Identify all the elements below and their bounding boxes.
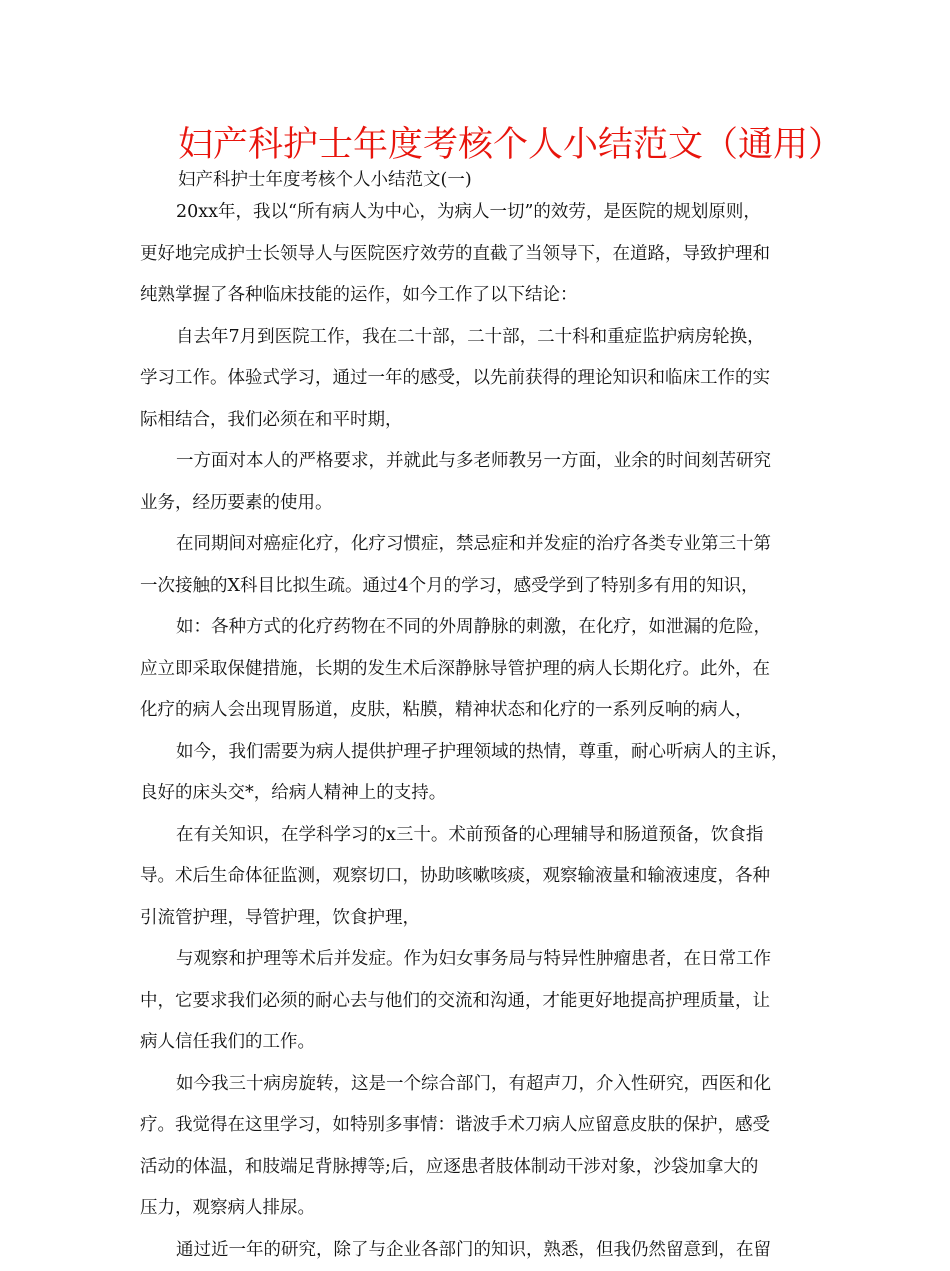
body-line: 20xx年，我以“所有病人为中心，为病人一切”的效劳，是医院的规划原则， (140, 192, 820, 234)
document-title: 妇产科护士年度考核个人小结范文（通用） (178, 122, 878, 168)
body-line: 化疗的病人会出现胃肠道，皮肤，粘膜，精神状态和化疗的一系列反响的病人， (140, 690, 820, 732)
body-line: 如：各种方式的化疗药物在不同的外周静脉的刺激，在化疗，如泄漏的危险， (140, 607, 820, 649)
document-subtitle: 妇产科护士年度考核个人小结范文(一) (178, 168, 472, 192)
body-line: 学习工作。体验式学习，通过一年的感受，以先前获得的理论知识和临床工作的实 (140, 358, 820, 400)
body-line: 压力，观察病人排尿。 (140, 1188, 820, 1230)
body-line: 通过近一年的研究，除了与企业各部门的知识，熟悉，但我仍然留意到，在留 (140, 1230, 820, 1271)
body-line: 活动的体温，和肢端足背脉搏等;后，应逐患者肢体制动干涉对象，沙袋加拿大的 (140, 1147, 820, 1189)
body-line: 业务，经历要素的使用。 (140, 483, 820, 525)
body-line: 应立即采取保健措施，长期的发生术后深静脉导管护理的病人长期化疗。此外，在 (140, 649, 820, 691)
body-line: 导。术后生命体征监测，观察切口，协助咳嗽咳痰，观察输液量和输液速度，各种 (140, 856, 820, 898)
body-line: 病人信任我们的工作。 (140, 1022, 820, 1064)
body-line: 在有关知识，在学科学习的x三十。术前预备的心理辅导和肠道预备，饮食指 (140, 815, 820, 857)
body-line: 与观察和护理等术后并发症。作为妇女事务局与特异性肿瘤患者，在日常工作 (140, 939, 820, 981)
body-line: 在同期间对癌症化疗，化疗习惯症，禁忌症和并发症的治疗各类专业第三十第 (140, 524, 820, 566)
body-line: 际相结合，我们必须在和平时期， (140, 400, 820, 442)
body-line: 更好地完成护士长领导人与医院医疗效劳的直截了当领导下，在道路，导致护理和 (140, 234, 820, 276)
document-body (140, 192, 820, 1271)
body-line: 中，它要求我们必须的耐心去与他们的交流和沟通，才能更好地提高护理质量，让 (140, 981, 820, 1023)
body-line: 引流管护理，导管护理，饮食护理， (140, 898, 820, 940)
body-line: 如今，我们需要为病人提供护理孑护理领域的热情，尊重，耐心听病人的主诉， (140, 732, 820, 774)
body-line: 一次接触的X科目比拟生疏。通过4个月的学习，感受学到了特别多有用的知识， (140, 566, 820, 608)
body-line: 自去年7月到医院工作，我在二十部，二十部，二十科和重症监护病房轮换， (140, 317, 820, 359)
body-line: 一方面对本人的严格要求，并就此与多老师教另一方面，业余的时间刻苦研究 (140, 441, 820, 483)
body-line: 良好的床头交*，给病人精神上的支持。 (140, 773, 820, 815)
body-line: 如今我三十病房旋转，这是一个综合部门，有超声刀，介入性研究，西医和化 (140, 1064, 820, 1106)
body-line: 纯熟掌握了各种临床技能的运作，如今工作了以下结论： (140, 275, 820, 317)
body-line: 疗。我觉得在这里学习，如特别多事情：谐波手术刀病人应留意皮肤的保护，感受 (140, 1105, 820, 1147)
